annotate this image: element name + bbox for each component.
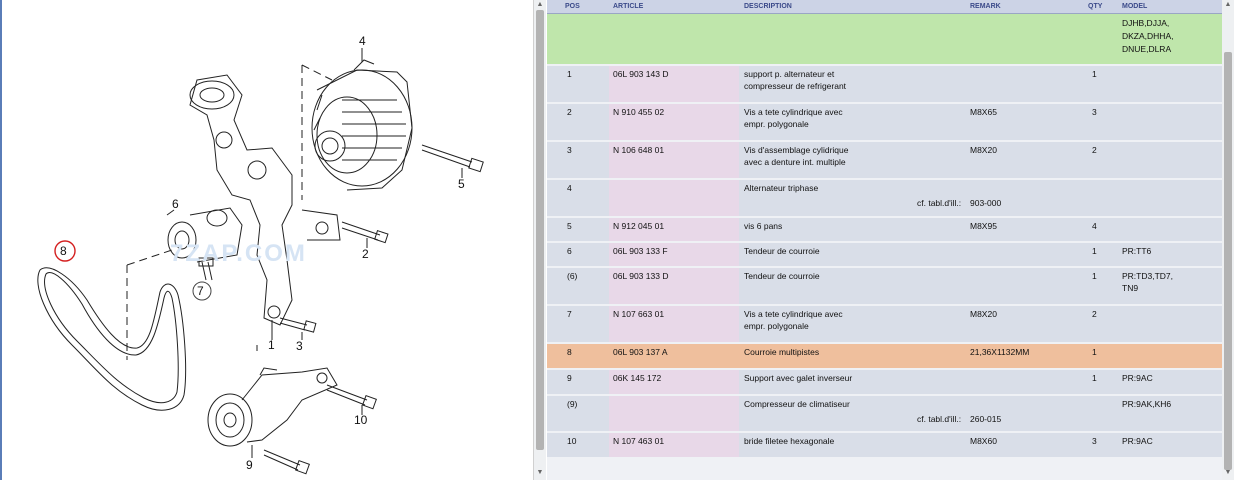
bolt-3-drawing xyxy=(280,318,316,332)
scroll-up-arrow-icon[interactable]: ▲ xyxy=(536,1,544,8)
callout-6[interactable]: 6 xyxy=(172,197,179,211)
article-cell[interactable]: 06L 903 137 A xyxy=(613,347,668,357)
article-cell[interactable]: N 910 455 02 xyxy=(613,107,665,117)
col-header-remark[interactable]: REMARK xyxy=(970,3,1001,10)
article-cell-bg xyxy=(609,396,739,431)
callout-8[interactable]: 8 xyxy=(60,244,67,258)
description-cell: vis 6 pans xyxy=(744,221,783,231)
col-header-qty[interactable]: QTY xyxy=(1088,3,1103,10)
pos-cell: 1 xyxy=(567,69,572,79)
table-row[interactable] xyxy=(547,344,1222,368)
bracket-drawing xyxy=(190,75,340,325)
remark-cell: M8X95 xyxy=(970,221,997,231)
model-line-2: DKZA,DHHA, xyxy=(1122,31,1174,41)
col-header-description[interactable]: DESCRIPTION xyxy=(744,3,792,10)
model-cell: PR:9AC xyxy=(1122,373,1153,383)
model-line-3: DNUE,DLRA xyxy=(1122,44,1172,54)
remark-cell: M8X60 xyxy=(970,436,997,446)
bolt-10-drawing xyxy=(327,385,376,409)
col-header-model[interactable]: MODEL xyxy=(1122,3,1148,10)
right-scroll-down-arrow-icon[interactable]: ▼ xyxy=(1224,469,1232,476)
callout-10[interactable]: 10 xyxy=(354,413,368,427)
cf-table-label: cf. tabl.d'ill.: xyxy=(917,414,962,424)
pos-cell: 3 xyxy=(567,145,572,155)
scrollbar-thumb[interactable] xyxy=(536,10,544,450)
pos-cell: (6) xyxy=(567,271,578,281)
pos-cell: 9 xyxy=(567,373,572,383)
description-cell: Courroie multipistes xyxy=(744,347,820,357)
diagram-watermark: 7ZAP.COM xyxy=(170,240,307,267)
bolt-5-drawing xyxy=(422,145,483,172)
description-cell-line2: compresseur de refrigerant xyxy=(744,81,847,91)
table-row[interactable] xyxy=(547,142,1222,178)
description-cell: Support avec galet inverseur xyxy=(744,373,853,383)
table-row-top[interactable] xyxy=(547,14,1222,64)
pos-cell: 4 xyxy=(567,183,572,193)
qty-cell: 4 xyxy=(1092,221,1097,231)
description-cell: Alternateur triphase xyxy=(744,183,819,193)
cf-table-link[interactable]: 260-015 xyxy=(970,414,1002,424)
description-cell: Compresseur de climatiseur xyxy=(744,399,850,409)
qty-cell: 2 xyxy=(1092,145,1097,155)
model-cell-line2: TN9 xyxy=(1122,283,1139,293)
pos-cell: 2 xyxy=(567,107,572,117)
article-cell[interactable]: 06L 903 143 D xyxy=(613,69,669,79)
table-row[interactable] xyxy=(547,396,1222,431)
description-cell: support p. alternateur et xyxy=(744,69,835,79)
qty-cell: 3 xyxy=(1092,107,1097,117)
article-cell[interactable]: 06K 145 172 xyxy=(613,373,662,383)
col-header-article[interactable]: ARTICLE xyxy=(613,3,644,10)
pos-cell: 10 xyxy=(567,436,577,446)
callout-9[interactable]: 9 xyxy=(246,458,253,472)
remark-cell: 21,36X1132MM xyxy=(970,347,1030,357)
alternator-drawing xyxy=(312,60,412,190)
article-cell[interactable]: N 107 663 01 xyxy=(613,309,665,319)
right-scrollbar[interactable] xyxy=(1222,0,1234,480)
pos-cell: 5 xyxy=(567,221,572,231)
model-line-1: DJHB,DJJA, xyxy=(1122,18,1170,28)
qty-cell: 1 xyxy=(1092,347,1097,357)
callout-4[interactable]: 4 xyxy=(359,34,366,48)
table-row[interactable] xyxy=(547,104,1222,140)
bolt-2-drawing xyxy=(342,222,388,243)
article-cell[interactable]: 06L 903 133 F xyxy=(613,246,668,256)
description-cell: bride filetee hexagonale xyxy=(744,436,835,446)
table-row[interactable] xyxy=(547,180,1222,216)
table-header xyxy=(547,0,1222,14)
model-cell: PR:TD3,TD7, xyxy=(1122,271,1174,281)
idler-support-drawing xyxy=(208,368,337,446)
left-scrollbar[interactable] xyxy=(533,0,546,480)
callout-1[interactable]: 1 xyxy=(268,338,275,352)
pos-cell: 8 xyxy=(567,347,572,357)
exploded-parts-diagram xyxy=(2,0,532,480)
description-cell: Tendeur de courroie xyxy=(744,246,820,256)
article-cell[interactable]: N 106 648 01 xyxy=(613,145,665,155)
article-cell[interactable]: N 912 045 01 xyxy=(613,221,665,231)
table-row[interactable] xyxy=(547,243,1222,266)
belt-drawing xyxy=(38,268,186,410)
remark-cell: M8X20 xyxy=(970,309,997,319)
article-cell[interactable]: 06L 903 133 D xyxy=(613,271,669,281)
description-cell: Vis d'assemblage cylidrique xyxy=(744,145,849,155)
description-cell-line2: empr. polygonale xyxy=(744,321,809,331)
callout-2[interactable]: 2 xyxy=(362,247,369,261)
pos-cell: 6 xyxy=(567,246,572,256)
model-cell: PR:TT6 xyxy=(1122,246,1152,256)
table-row[interactable] xyxy=(547,268,1222,304)
pos-cell: (9) xyxy=(567,399,578,409)
qty-cell: 1 xyxy=(1092,69,1097,79)
cf-table-link[interactable]: 903-000 xyxy=(970,198,1002,208)
col-header-pos[interactable]: POS xyxy=(565,3,580,10)
window-right-edge xyxy=(1234,0,1241,480)
table-row[interactable] xyxy=(547,370,1222,394)
pos-cell: 7 xyxy=(567,309,572,319)
cf-table-label: cf. tabl.d'ill.: xyxy=(917,198,962,208)
right-scrollbar-thumb[interactable] xyxy=(1224,52,1232,470)
scroll-down-arrow-icon[interactable]: ▼ xyxy=(536,469,544,476)
parts-table xyxy=(547,0,1222,480)
description-cell: Tendeur de courroie xyxy=(744,271,820,281)
table-row[interactable] xyxy=(547,306,1222,342)
model-cell: PR:9AC xyxy=(1122,436,1153,446)
article-cell[interactable]: N 107 463 01 xyxy=(613,436,665,446)
model-cell: PR:9AK,KH6 xyxy=(1122,399,1172,409)
callout-7[interactable]: 7 xyxy=(197,284,204,298)
table-row[interactable] xyxy=(547,433,1222,457)
qty-cell: 1 xyxy=(1092,373,1097,383)
description-cell: Vis a tete cylindrique avec xyxy=(744,107,843,117)
article-cell-bg xyxy=(609,180,739,216)
qty-cell: 1 xyxy=(1092,246,1097,256)
description-cell-line2: empr. polygonale xyxy=(744,119,809,129)
qty-cell: 3 xyxy=(1092,436,1097,446)
remark-cell: M8X20 xyxy=(970,145,997,155)
right-scroll-up-arrow-icon[interactable]: ▲ xyxy=(1224,1,1232,8)
bolt-9-drawing xyxy=(264,450,309,474)
callout-5[interactable]: 5 xyxy=(458,177,465,191)
callout-3[interactable]: 3 xyxy=(296,339,303,353)
qty-cell: 1 xyxy=(1092,271,1097,281)
qty-cell: 2 xyxy=(1092,309,1097,319)
remark-cell: M8X65 xyxy=(970,107,997,117)
table-row[interactable] xyxy=(547,218,1222,241)
description-cell: Vis a tete cylindrique avec xyxy=(744,309,843,319)
description-cell-line2: avec a denture int. multiple xyxy=(744,157,846,167)
table-row[interactable] xyxy=(547,66,1222,102)
